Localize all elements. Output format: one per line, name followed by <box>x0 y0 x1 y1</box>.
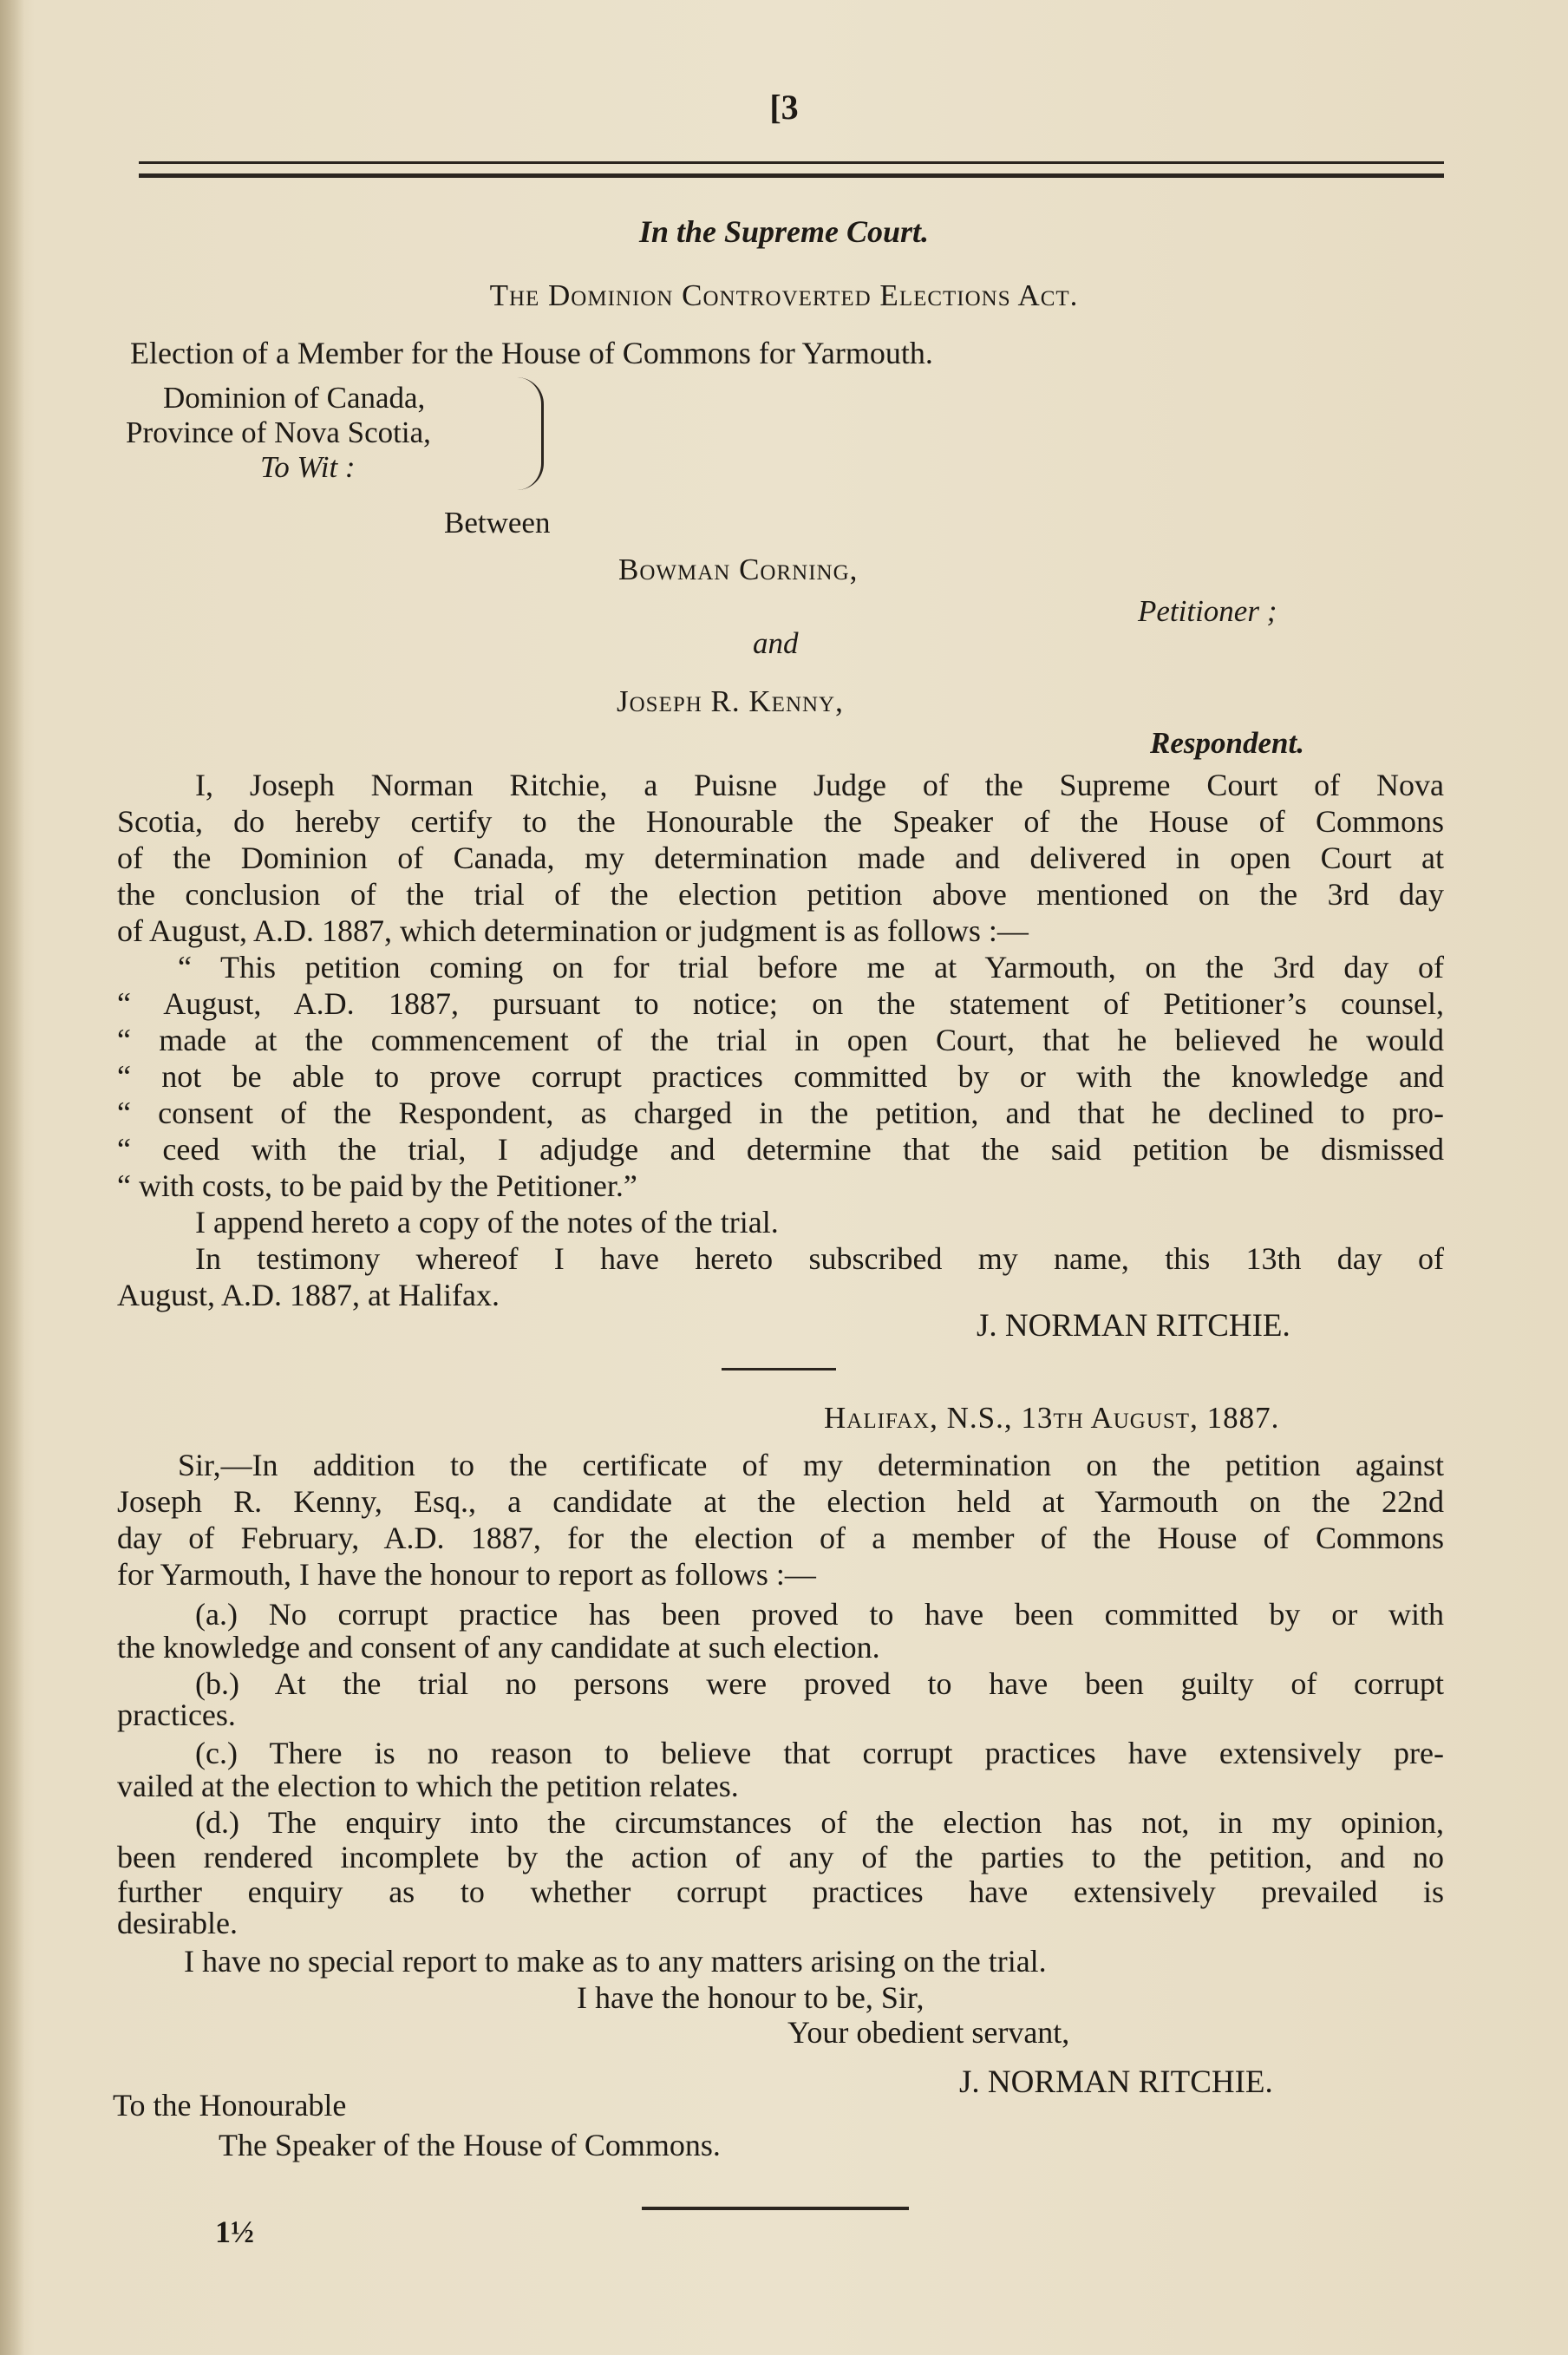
finding-c: (c.) There is no reason to believe that corrupt practices have extensively pre- <box>195 1736 1444 1770</box>
between-label: Between <box>444 506 551 540</box>
header-rule-thin <box>139 161 1444 164</box>
petitioner-name: Bowman Corning, <box>618 553 859 586</box>
quote-line: “ ceed with the trial, I adjudge and determine that the said petition be dismissed <box>117 1132 1444 1167</box>
petitioner-role: Petitioner ; <box>1138 594 1277 628</box>
finding-d-cont: desirable. <box>117 1906 238 1940</box>
court-heading: In the Supreme Court. <box>638 214 930 249</box>
certificate-line: of August, A.D. 1887, which determination or judgment is as follows :— <box>117 913 1029 948</box>
respondent-role: Respondent. <box>1150 726 1304 760</box>
addressee-line-2: The Speaker of the House of Commons. <box>219 2128 721 2162</box>
venue-line-3: To Wit : <box>260 450 356 484</box>
respondent-name: Joseph R. Kenny, <box>617 684 844 718</box>
footer-rule <box>642 2207 909 2210</box>
finding-d-cont: been rendered incomplete by the action of any of the parties to the petition, and no <box>117 1840 1444 1874</box>
venue-line-2: Province of Nova Scotia, <box>126 415 431 449</box>
report-line: Sir,—In addition to the certificate of my determination on the petition against <box>178 1448 1444 1482</box>
finding-a: (a.) No corrupt practice has been proved to have been committed by or with <box>195 1597 1444 1632</box>
venue-line-1: Dominion of Canada, <box>163 381 426 415</box>
venue-brace <box>517 377 544 490</box>
finding-b-cont: practices. <box>117 1698 236 1732</box>
and-label: and <box>753 626 799 660</box>
finding-a-cont: the knowledge and consent of any candidate at such election. <box>117 1630 880 1665</box>
testimony-line: August, A.D. 1887, at Halifax. <box>117 1278 500 1312</box>
page-gutter-shadow <box>0 0 24 2355</box>
finding-b: (b.) At the trial no persons were proved to have been guilty of corrupt <box>195 1666 1444 1701</box>
no-special-report: I have no special report to make as to any matters arising on the trial. <box>184 1944 1047 1979</box>
signature-mark: 1½ <box>215 2214 254 2249</box>
quote-line: “ This petition coming on for trial before me at Yarmouth, on the 3rd day of <box>178 950 1444 985</box>
election-line: Election of a Member for the House of Commons for Yarmouth. <box>130 336 933 370</box>
finding-d: (d.) The enquiry into the circumstances of the election has not, in my opinion, <box>195 1805 1444 1840</box>
certificate-line: Scotia, do hereby certify to the Honourable the Speaker of the House of Commons <box>117 804 1444 839</box>
quote-line: “ with costs, to be paid by the Petitioner.” <box>117 1168 637 1203</box>
quote-line: “ made at the commencement of the trial in open Court, that he believed he would <box>117 1023 1444 1057</box>
finding-d-cont: further enquiry as to whether corrupt practices have extensively prevailed is <box>117 1874 1444 1909</box>
report-line: day of February, A.D. 1887, for the election of a member of the House of Commons <box>117 1521 1444 1555</box>
certificate-line: the conclusion of the trial of the election petition above mentioned on the 3rd day <box>117 877 1444 912</box>
signature-first: J. NORMAN RITCHIE. <box>977 1308 1290 1344</box>
quote-line: “ August, A.D. 1887, pursuant to notice; on the statement of Petitioner’s counsel, <box>117 986 1444 1021</box>
testimony-line: In testimony whereof I have hereto subscribed my name, this 13th day of <box>195 1241 1444 1276</box>
closing-honour: I have the honour to be, Sir, <box>577 1980 924 2015</box>
act-title: The Dominion Controverted Elections Act. <box>489 278 1079 312</box>
report-line: Joseph R. Kenny, Esq., a candidate at the election held at Yarmouth on the 22nd <box>117 1484 1444 1519</box>
section-dash <box>722 1368 836 1370</box>
signature-second: J. NORMAN RITCHIE. <box>959 2064 1273 2100</box>
report-line: for Yarmouth, I have the honour to report as follows :— <box>117 1557 816 1592</box>
finding-c-cont: vailed at the election to which the petition relates. <box>117 1769 739 1803</box>
certificate-line: of the Dominion of Canada, my determination made and delivered in open Court at <box>117 841 1444 875</box>
page-number: [3 <box>769 88 799 127</box>
closing-servant: Your obedient servant, <box>787 2015 1070 2050</box>
quote-line: “ not be able to prove corrupt practices committed by or with the knowledge and <box>117 1059 1444 1094</box>
header-rule-thick <box>139 173 1444 178</box>
quote-line: “ consent of the Respondent, as charged in the petition, and that he declined to pro- <box>117 1096 1444 1130</box>
certificate-line: I, Joseph Norman Ritchie, a Puisne Judge of the Supreme Court of Nova <box>195 768 1444 802</box>
dateline: Halifax, N.S., 13th August, 1887. <box>824 1401 1280 1435</box>
append-line: I append hereto a copy of the notes of the trial. <box>195 1205 779 1240</box>
addressee-line-1: To the Honourable <box>113 2088 347 2123</box>
